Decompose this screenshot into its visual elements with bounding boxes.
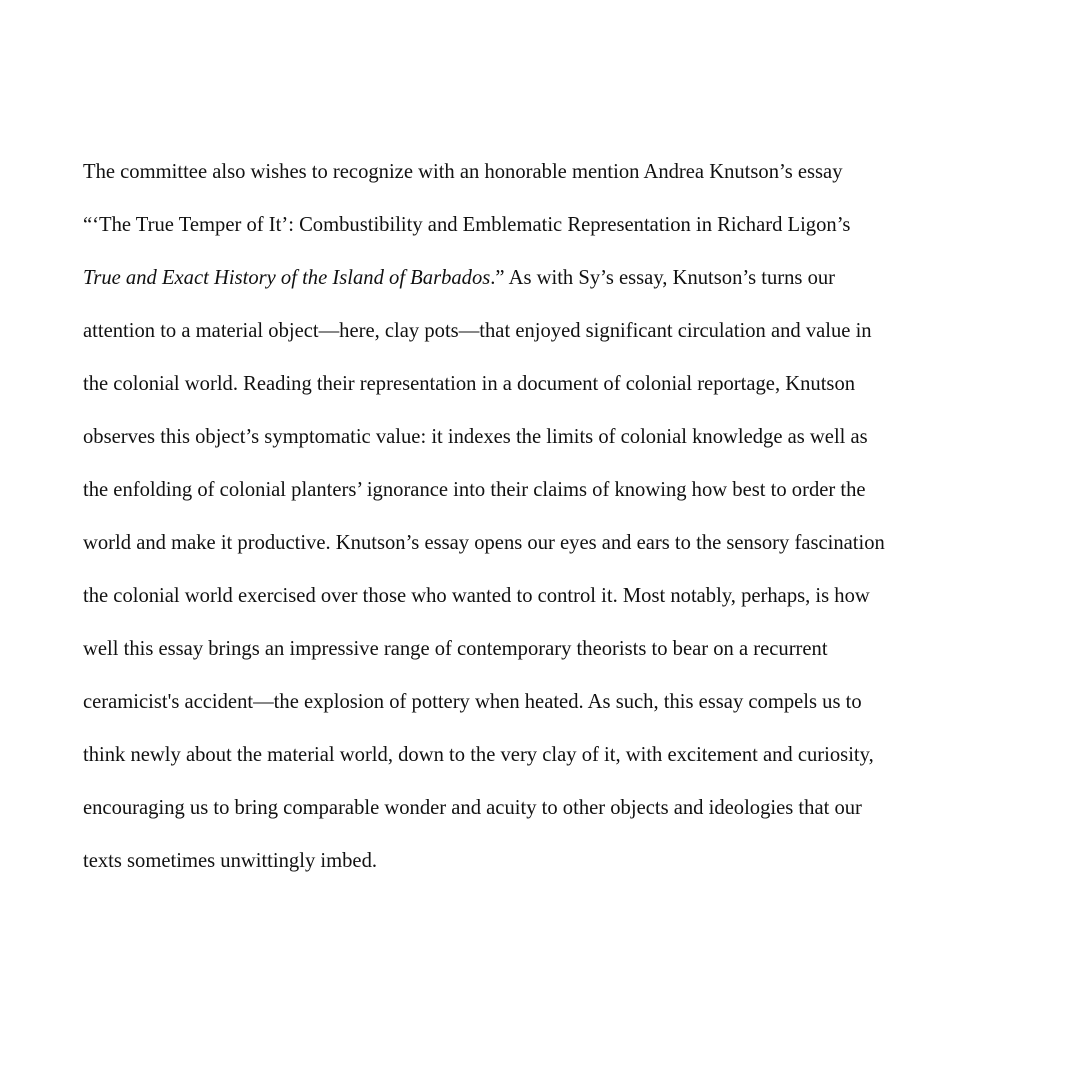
paragraph-line: “‘The True Temper of It’: Combustibility and Emblematic Representation in Richard Ligon’s	[83, 214, 851, 236]
paragraph-line: ceramicist's accident—the explosion of pottery when heated. As such, this essay compels us to	[83, 691, 862, 713]
paragraph-line: encouraging us to bring comparable wonder and acuity to other objects and ideologies that our	[83, 797, 862, 819]
paragraph-line: world and make it productive. Knutson’s essay opens our eyes and ears to the sensory fascination	[83, 532, 885, 554]
paragraph-line: observes this object’s symptomatic value: it indexes the limits of colonial knowledge as well as	[83, 426, 868, 448]
paragraph-line: texts sometimes unwittingly imbed.	[83, 850, 378, 872]
paragraph-line: the colonial world exercised over those who wanted to control it. Most notably, perhaps, is how	[83, 585, 870, 607]
paragraph-line: think newly about the material world, down to the very clay of it, with excitement and curiosity,	[83, 744, 874, 766]
book-title-italic: True and Exact History of the Island of Barbados	[83, 267, 491, 289]
paragraph-line: the colonial world. Reading their representation in a document of colonial reportage, Knutson	[83, 373, 856, 395]
paragraph-line: well this essay brings an impressive range of contemporary theorists to bear on a recurrent	[83, 638, 828, 660]
paragraph-line: attention to a material object—here, clay pots—that enjoyed significant circulation and value in	[83, 320, 872, 342]
document-paragraph	[83, 146, 983, 888]
paragraph-line	[83, 252, 983, 305]
paragraph-line-text: .” As with Sy’s essay, Knutson’s turns our	[490, 267, 836, 289]
paragraph-line: The committee also wishes to recognize with an honorable mention Andrea Knutson’s essay	[83, 161, 843, 183]
paragraph-line: the enfolding of colonial planters’ ignorance into their claims of knowing how best to order the	[83, 479, 866, 501]
